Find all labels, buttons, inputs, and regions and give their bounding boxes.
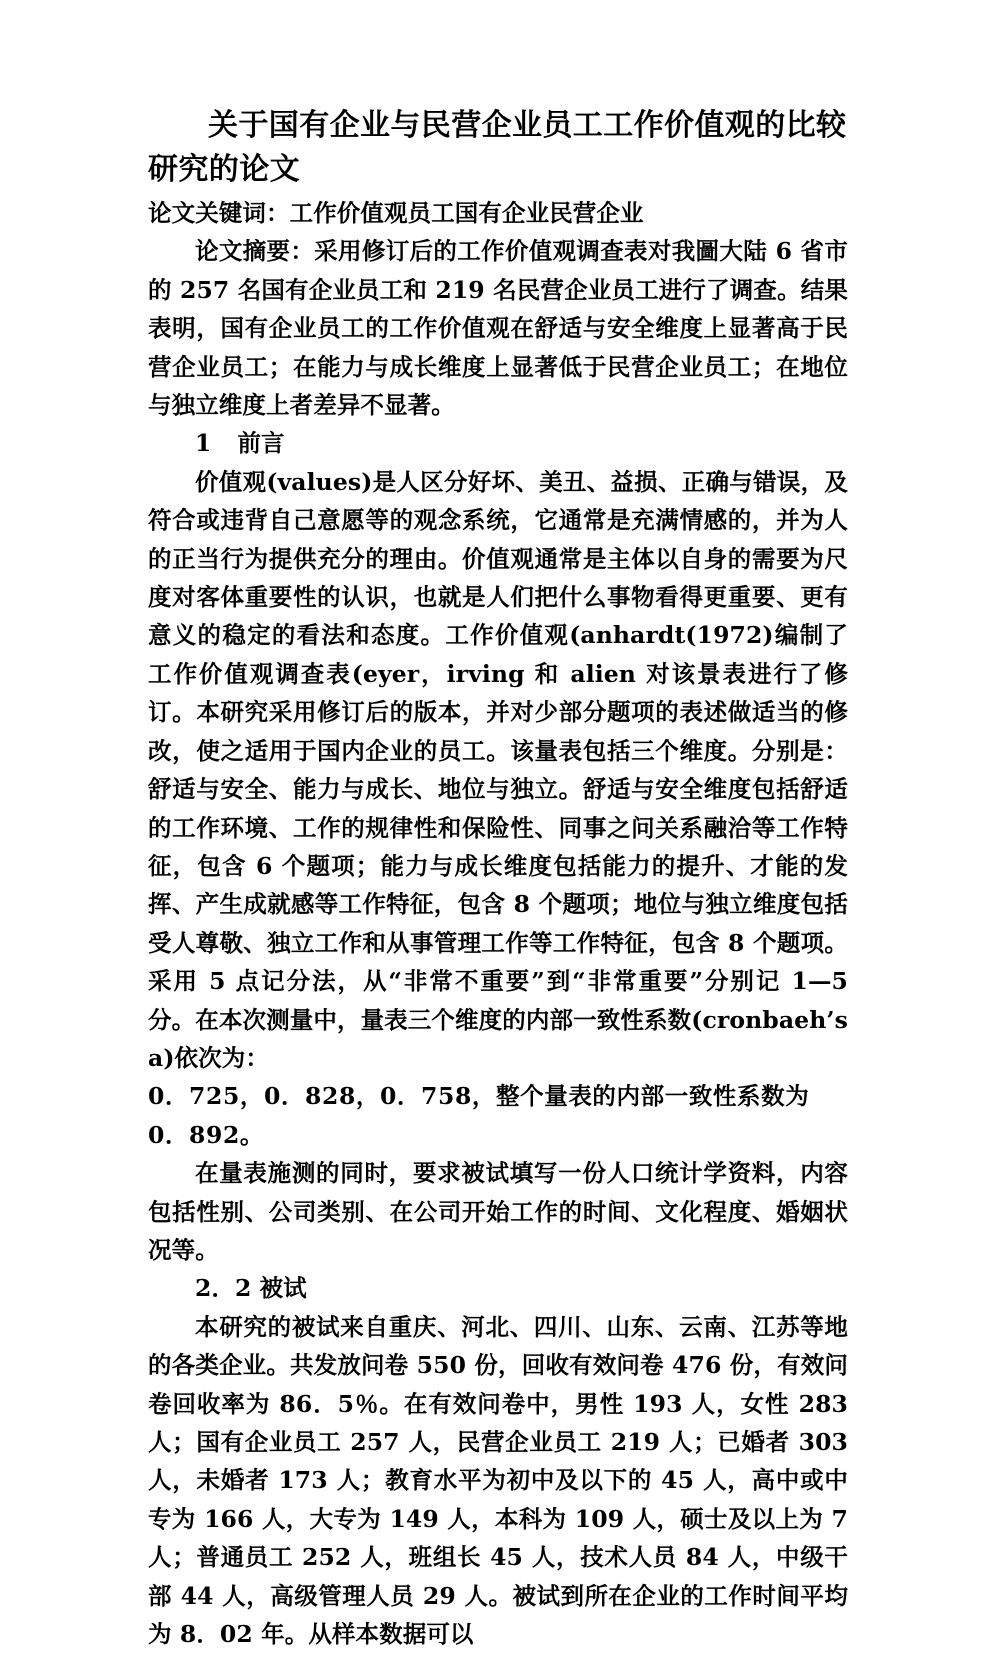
section-2-paragraph-1: 本研究的被试来自重庆、河北、四川、山东、云南、江苏等地的各类企业。共发放问卷 550 份，回收有效问卷 476 份，有效问卷回收率为 86．5％。在有效问卷中，男性 193 人，女性 283 人；国有企业员工 257 人，民营企业员工 219 人；已婚者 303 人，未婚者 173 人；教育水平为初中及以下的 45 人，高中或中专为 166 人，大专为 149 人，本科为 109 人，硕士及以上为 7 人；普通员工 252 人，班组长 45 人，技术人员 84 人，中级干部 44 人，高级管理人员 29 人。被试到所在企业的工作时间平均为 8．02 年。从样本数据可以: [148, 1312, 848, 1649]
section-number-1: 1: [195, 429, 212, 458]
section-title-2: 被试: [259, 1274, 307, 1303]
document-text-block: [148, 104, 848, 1653]
section-title-1: 前言: [237, 429, 285, 458]
keywords-line: 论文关键词：工作价值观员工国有企业民营企业: [148, 199, 644, 227]
abstract-paragraph: 论文摘要：采用修订后的工作价值观调查表对我圖大陆 6 省市的 257 名国有企业员工和 219 名民营企业员工进行了调查。结果表明，国有企业员工的工作价值观在舒适与安全维度上显著高于民营企业员工；在能力与成长维度上显著低于民营企业员工；在地位与独立维度上者差异不显著。: [148, 237, 848, 420]
section-heading-1: [148, 424, 848, 462]
section-1-paragraph-1: 价值观(values)是人区分好坏、美丑、益损、正确与错误，及符合或违背自己意愿等的观念系统，它通常是充满情感的，并为人的正当行为提供充分的理由。价值观通常是主体以自身的需要为尺度对客体重要性的认识，也就是人们把什么事物看得更重要、更有意义的稳定的看法和态度。工作价值观(anhardt(1972)编制了工作价值观调查表(eyer，irving 和 alien 对该景表进行了修订。本研究采用修订后的版本，并对少部分题项的表述做适当的修改，使之适用于国内企业的员工。该量表包括三个维度。分别是：舒适与安全、能力与成长、地位与独立。舒适与安全维度包括舒适的工作环境、工作的规律性和保险性、同事之问关系融洽等工作特征，包含 6 个题项；能力与成长维度包括能力的提升、才能的发挥、产生成就感等工作特征，包含 8 个题项；地位与独立维度包括受人尊敬、独立工作和从事管理工作等工作特征，包含 8 个题项。采用 5 点记分法，从“非常不重要”到“非常重要”分别记 1—5 分。在本次测量中，量表三个维度的内部一致性系数(cronbaeh’sa)依次为：: [148, 467, 848, 1072]
section-heading-2: [148, 1269, 848, 1307]
section-1-paragraph-3: 在量表施测的同时，要求被试填写一份人口统计学资料，内容包括性别、公司类别、在公司开始工作的时间、文化程度、婚姻状况等。: [148, 1159, 848, 1264]
section-number-2: 2．2: [195, 1274, 252, 1303]
page-title: 关于国有企业与民营企业员工工作价值观的比较研究的论文: [148, 108, 847, 187]
section-1-paragraph-2-coefficients: 0．725，0．828，0．758，整个量表的内部一致性系数为 0．892。: [148, 1082, 810, 1149]
